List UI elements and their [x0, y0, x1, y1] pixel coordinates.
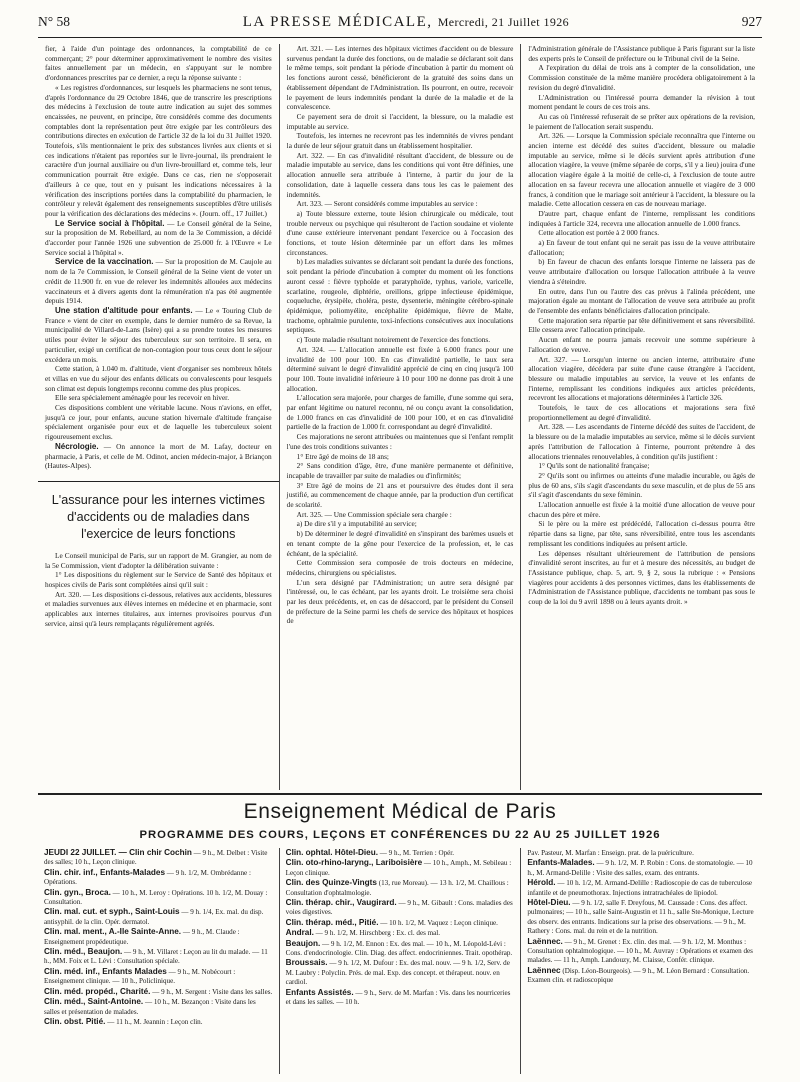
program-text: — 10 h., M. Leroy : Opérations. 10 h. 1/2, M. Douay : Consultation. — [44, 888, 268, 907]
program-entry — [286, 878, 515, 898]
paragraph: 1° Qu'ils sont de nationalité française; — [538, 461, 650, 471]
paragraph: Toutefois, les internes ne recevront pas les indemnités de vivres pendant la durée de leur séjour gratuit dans un établissement hospitalier. — [286, 131, 514, 151]
article-heading — [45, 481, 272, 543]
program-text: — 9 h. 1/2, M. Hirschberg : Ex. cl. des mal. — [313, 929, 441, 938]
program-entry — [286, 939, 515, 959]
program-clinic: Clin. chir. inf., Enfants-Malades — [44, 867, 166, 877]
page-header — [38, 14, 762, 38]
program-column-1 — [38, 848, 279, 1074]
paragraph: Art. 323. — Seront considérés comme imputables au service : — [296, 199, 478, 209]
program-text: — 9 h. 1/2, salle F. Dreyfous, M. Caussade : Cons. des affect. pulmonaires; — 10 h., salle Saint-Augustin et 11 h., salle Ste-Monique, Lecture des observ. des entrants. Indications sur la prise des observations. — 9 h., M. Rathery : Cons. mal. du rein et de la nutrition. — [527, 899, 754, 936]
program-entry — [286, 898, 515, 918]
paragraph: a) De dire s'il y a imputabilité au service; — [296, 519, 417, 529]
paragraph: 2° Qu'ils sont ou infirmes ou atteints d'une maladie incurable, ou âgés de plus de 60 ans, s'ils s'agit d'ascendants du sexe masculin, et de plus de 55 ans s'il s'agit d'ascendants du sexe féminin. — [528, 470, 756, 500]
program-text: — 9 h., M. Nobécourt : Enseignement clinique. — 10 h., Policlinique. — [44, 967, 236, 986]
program-entry — [286, 918, 515, 928]
program-clinic: Clin. gyn., Broca. — [44, 887, 111, 897]
paragraph: L'Administration ou l'intéressé pourra demander la révision à tout moment pendant le cours de ces trois ans. — [528, 92, 756, 112]
program-clinic: Clin. obst. Pitié. — [44, 1016, 106, 1026]
paragraph: Cette allocation est portée à 2 000 francs. — [538, 228, 660, 238]
issue-date: Mercredi, 21 Juillet 1926 — [437, 15, 570, 29]
program-text: — 9 h. 1/2, M. Dufour : Ex. des mal. nouv. — 9 h. 1/2, Serv. de M. Laubry : Polyclin. Prés. de mal. Exp. des concept. et thérapeut. nouv. en cardiol. — [285, 959, 510, 987]
issue-number: N° 58 — [38, 14, 71, 29]
paragraph: l'Administration générale de l'Assistance publique à Paris figurant sur la liste des experts près le Conseil de préfecture ou le Tribunal civil de la Seine. — [528, 44, 756, 63]
paragraph: Ce payement sera de droit si l'accident, la blessure, ou la maladie est imputable au service. — [286, 111, 514, 131]
paragraph: 3° Etre âgé de moins de 21 ans et poursuivre des études dont il sera justifié, au commencement de chaque année, par la production d'un certificat de scolarité. — [286, 480, 514, 510]
paragraph: Elle sera spécialement aménagée pour les recevoir en hiver. — [55, 393, 230, 403]
paragraph: A l'expiration du délai de trois ans à compter de la consolidation, une Commission constituée de la même manière procédera obligatoirement à la revision du degré d'invalidité. — [528, 63, 756, 92]
heading-rule — [38, 481, 279, 482]
program-entry — [44, 848, 273, 868]
program-text: — 10 h., Amph., M. Sebileau : Leçon clinique. — [285, 859, 512, 877]
program-clinic: Clin. méd., Beaujon. — [44, 947, 123, 957]
paragraph: D'autre part, chaque enfant de l'interne, remplissant les conditions indiquées à l'article 324, recevra une allocation annuelle de 1.000 francs. — [528, 208, 756, 228]
news-item — [45, 257, 272, 306]
paragraph: b) En faveur de chacun des enfants lorsque l'interne ne laissera pas de veuve attributaire d'allocation ou lorsque l'allocation attribuée à la veuve viendra à s'éteindre. — [528, 257, 756, 286]
section-title: Enseignement Médical de Paris — [243, 800, 557, 823]
program-entry — [527, 878, 756, 898]
program-entry — [44, 868, 273, 888]
news-text: — Le « Touring Club de France » vient de citer en exemple, dans le dernier numéro de sa Revue, la municipalité de Villard-de-Lans (Isère) qui a su prendre toutes les mesures utiles pour éviter le séjour des tuberculeux sur son territoire. Il sera, en particulier, exigé un certificat de non-contagion pour tous ceux dont le séjour excédera un mois. — [45, 305, 272, 364]
program-entry — [286, 928, 515, 938]
paragraph: Toutefois, le taux de ces allocations et majorations sera fixé proportionnellement au degré d'invalidité. — [528, 403, 756, 422]
program-entry — [44, 888, 273, 908]
program-clinic: Andral. — [285, 928, 314, 938]
paragraph: L'un sera désigné par l'Administration; un autre sera désigné par l'intéressé, ou, le cas échéant, par les ayants droit. Le troisième sera choisi par les deux précédents, et, en cas de désaccord, par le président du Conseil de préfecture de la Seine parmi les chefs de service des hôpitaux et hospices de — [286, 577, 514, 626]
program-text: — 9 h. 1/2, M. P. Robin : Cons. de stomatologie. — 10 h., M. Armand-Delille : Visite des salles, exam. des entrants. — [527, 859, 753, 877]
paragraph: Ces majorations ne seront attribuées ou maintenues que si l'enfant remplit l'une des trois conditions suivantes : — [286, 432, 514, 451]
news-item — [45, 219, 272, 258]
news-text: — Le Conseil général de la Seine, sur la proposition de M. Rebeillard, au nom de la 3e Commission, a décidé d'accorder pour l'année 1926 une subvention de 25.000 fr. à l'Œuvre « Le Service social à l'hôpital ». — [45, 218, 272, 257]
program-column-3 — [520, 848, 762, 1074]
program-text: — 9 h. 1/2, M. Ennon : Ex. des mal. — 10 h., M. Léopold-Lévi : Cons. d'endocrinologie. Clin. Diag. des affect. endocriniennes. Trait. opothérap. — [285, 939, 513, 958]
paragraph: 1° Etre âgé de moins de 18 ans; — [296, 451, 389, 461]
paragraph: Art. 326. — Lorsque la Commission spéciale reconnaîtra que l'interne ou ancien interne est décédé des suites d'accident, blessure ou maladie imputable au service, même si le décès survient après attribution d'une allocation viagère, la veuve (même séparée de corps, s'il y a lieu) jouira d'une allocation viagère égale à la moitié de celle-ci, à l'exclusion de toute autre allocation en sa faveur recevra une allocation annuelle et viagère de 3 000 francs, à condition que le mariage soit antérieur à l'accident, la blessure ou la maladie. Cette allocation cessera en cas de nouveau mariage. — [528, 131, 756, 209]
paragraph: En outre, dans l'un ou l'autre des cas prévus à l'alinéa précédent, une majoration égale au montant de l'allocation de veuve sera attribuée au profit de l'ensemble des enfants bénéficiaires d'allocation principale. — [528, 286, 756, 315]
program-clinic: Hôtel-Dieu. — [527, 898, 571, 908]
program-clinic: Clin. méd. propéd., Charité. — [44, 986, 151, 996]
program-entry — [286, 988, 515, 1008]
program-text: — 9 h., M. Villaret : Leçon au lit du malade. — 11 h., MM. Foix et L. Lévi : Consultation spéciale. — [44, 948, 268, 966]
program-text: — 9 h., M. Delbet : Visite des salles; 10 h., Leçon clinique. — [44, 849, 268, 867]
program-columns — [38, 848, 762, 1074]
program-text: — 9 h. 1/4, Ex. mal. du disp. antisyphil. de la clin. Opér. dermatol. — [44, 908, 264, 926]
program-text: — 9 h., M. Claude : Enseignement propédeutique. — [44, 928, 240, 946]
paragraph: L'allocation annuelle est fixée à la moitié d'une allocation de veuve pour chacun des père et mère. — [528, 500, 756, 519]
section-rule — [38, 793, 762, 795]
paragraph: Art. 320. — Les dispositions ci-dessous, relatives aux accidents, blessures et maladies survenues aux élèves internes en médecine et en pharmacie, sont applicables aux internes titulaires, aux internes provisoires pourvus d'un service, ainsi qu'à leurs remplaçants régulièrement agréés. — [45, 589, 272, 628]
paragraph: b) De déterminer le degré d'invalidité en s'inspirant des barèmes usuels et en tenant compte de la gêne pour l'exercice de la profession, et, le cas échéant, de la spécialité. — [286, 529, 514, 558]
program-clinic: Laënnec. — [527, 936, 563, 946]
program-column-2 — [279, 848, 521, 1074]
paragraph: a) Toute blessure externe, toute lésion chirurgicale ou médicale, tout trouble nerveux ou psychique qui résulteront de l'action soudaine et violente d'une cause extérieure intervenant pendant l'exercice ou à l'occasion des fonctions, et toute lésion déterminée par un effort dans les mêmes circonstances. — [286, 208, 514, 257]
program-clinic: Clin. des Quinze-Vingts — [285, 878, 377, 888]
paragraph: Cette station, à 1.040 m. d'altitude, vient d'organiser ses nombreux hôtels et villas en vue du séjour des enfants délicats ou convalescents pour lesquels son climat est depuis longtemps reconnu comme des plus propices. — [45, 364, 272, 393]
article-title: L'assurance pour les internes victimes d'accidents ou de maladies dans l'exercice de leurs fonctions — [51, 492, 265, 541]
paragraph: Art. 322. — En cas d'invalidité résultant d'accident, de blessure ou de maladie imputable au service, dans les conditions qui vont être définies, une allocation annuelle sera attribuée à l'interne, à partir du jour de la consolidation, date à laquelle cessera dans tous les cas le paiement des indemnités. — [286, 150, 514, 199]
paragraph: Si le père ou la mère est prédécédé, l'allocation ci-dessus pourra être répartie dans sa ligne, par tête, sans réversibilité, entre tous les ascendants remplissant les conditions indiquées au présent article. — [528, 519, 756, 548]
program-entry — [527, 937, 756, 966]
program-clinic: Enfants-Malades. — [527, 858, 595, 868]
news-title: Nécrologie. — [55, 441, 99, 451]
article-columns — [38, 44, 762, 790]
paragraph: Cette majoration sera répartie par tête définitivement et sans réversibilité. Elle cessera avec l'allocation principale. — [528, 315, 756, 335]
paragraph: b) Les maladies suivantes se déclarant soit pendant la durée des fonctions, soit pendant la période d'incubation à compter du moment où les fonctions auront cessé : fièvre typhoïde et paratyphoïde, typhus, variole, varicelle, scarlatine, rougeole, diphtérie, oreillons, grippe infectieuse épidémique, coqueluche, érysipèle, choléra, peste, dysenterie, méningite cérébro-spinale épidémique, poliomyélite, encéphalite épidémique, fièvre de Malte, trachome, ophtalmie purulente, toxi-infections consécutives aux inoculations septiques. — [286, 257, 514, 335]
paragraph: « Les registres d'ordonnances, sur lesquels les pharmaciens ne sont tenus, d'après l'ordonnance du 29 Octobre 1846, que de transcrire les prescriptions des médecins à l'exclusion de toute autre indication au sujet des sommes encaissées, ne peuvent, en principe, être considérés comme des documents comptables dont la représentation peut être exigée par les contrôleurs des contributions directes en exécution de l'article 32 de la loi du 31 Juillet 1920. Toutefois, s'ils mentionnaient le prix des substances livrées aux clients et si ces indications n'étaient pas reportées sur le livre-journal, ils prendraient le caractère d'un journal auxiliaire ou d'un livre-brouillard et, comme tels, leur communication pourrait être exigée. Dans ce cas, rien ne s'opposerait d'ailleurs à ce que, tout en y puisant les indications nécessaires à la vérification des inscriptions portées dans la comptabilité du pharmacien, le contrôleur y relevât également des renseignements susceptibles d'être utilisés pour la vérification des déclarations des médecins ». (Journ. off., 17 Juillet.) — [45, 82, 272, 218]
program-entry — [44, 907, 273, 927]
news-item — [45, 306, 272, 364]
program-clinic: Clin. thérap. méd., Pitié. — [285, 917, 379, 927]
news-text: — On annonce la mort de M. Lafay, docteur en pharmacie, à Paris, et celle de M. Odinot, ancien médecin-major, à Briançon (Hautes-Alpes). — [45, 441, 272, 471]
column-2 — [279, 44, 521, 790]
news-item — [45, 442, 272, 471]
program-entry — [286, 858, 515, 878]
paragraph: fier, à l'aide d'un pointage des ordonnances, la comptabilité de ce commerçant; 2° pour déterminer approximativement le nombre des visites faites annuellement par un médecin, en s'appuyant sur le nombre d'ordonnances prescrites par ce dernier, a reçu la réponse suivante : — [45, 44, 272, 83]
paragraph: Art. 324. — L'allocation annuelle est fixée à 6.000 francs pour une invalidité de 100 pour 100. En cas d'invalidité partielle, le taux sera déterminé suivant le degré d'invalidité apprécié de cinq en cinq jusqu'à 100 pour 100. Toute invalidité inférieure à 10 pour 100 ne donne pas droit à une allocation. — [286, 344, 514, 393]
program-entry — [527, 848, 756, 858]
news-text: — Sur la proposition de M. Caujole au nom de la 7e Commission, le Conseil général de la Seine vient de voter un crédit de 11.900 fr. en vue de relever les indemnités allouées aux médecins vaccinateurs et à divers agents dont la rémunération n'a pas été augmentée depuis 1914. — [45, 257, 272, 306]
paragraph: a) En faveur de tout enfant qui ne serait pas issu de la veuve attributaire d'allocation; — [528, 238, 756, 257]
program-text: (13, rue Moreau). — 13 h. 1/2, M. Chaillous : Consultation d'ophtalmologie. — [285, 879, 509, 897]
program-entry — [44, 947, 273, 967]
program-text: — 9 h., Serv. de M. Marfan : Vis. dans les nourriceries et dans les salles. — 10 h. — [285, 988, 511, 1007]
program-clinic: Clin. oto-rhino-laryng., Lariboisière — [285, 858, 423, 868]
program-entry — [44, 927, 273, 947]
program-entry — [44, 997, 273, 1017]
paragraph: Art. 328. — Les ascendants de l'interne décédé des suites de l'accident, de la blessure ou de la maladie imputables au service, même si le décès survient après l'attribution de l'allocation à l'interne, pourront prétendre à des allocations triennales renouvelables, à condition qu'ils justifient : — [528, 422, 756, 461]
program-clinic: Enfants Assistés. — [285, 987, 354, 997]
paragraph: Les dépenses résultant ultérieurement de l'attribution de pensions d'invalidité seront inscrites, au fur et à mesure des nécessités, au budget de l'Assistance publique, chap. 5, art. 9, § 2, sous la rubrique : « Pensions viagères pour accidents à des personnes victimes, dans les établissements de l'Administration de l'Assistance publique, d'accidents ne tombant pas sous le coup de la loi du 9 avril 1898 ou à leurs ayants droit. » — [528, 548, 756, 607]
program-clinic: Clin. mal. ment., A.-Ile Sainte-Anne. — [44, 927, 182, 937]
program-entry — [44, 1017, 273, 1027]
program-clinic: Clin. ophtal. Hôtel-Dieu. — [285, 848, 379, 857]
paragraph: Cette Commission sera composée de trois docteurs en médecine, médecins, chirurgiens ou spécialistes. — [286, 558, 514, 577]
program-text: — 9 h., M. Grenet : Ex. clin. des mal. — 9 h. 1/2, M. Monthus : Consultation ophtalmologique. — 10 h., M. Auvray : Opérations et examen des malades. — 11 h., Amph. Landouzy, M. Claisse, Confér. clinique. — [527, 937, 753, 965]
program-text: — 11 h., M. Jeannin : Leçon clin. — [105, 1017, 203, 1026]
program-clinic: Clin. méd., Saint-Antoine. — [44, 997, 144, 1007]
program-clinic: Clin. thérap. chir., Vaugirard. — [285, 898, 397, 908]
paragraph: Le Conseil municipal de Paris, sur un rapport de M. Grangier, au nom de la 5e Commission, vient d'adopter la délibération suivante : — [45, 550, 272, 570]
news-title: Le Service social à l'hôpital. — [55, 218, 165, 228]
program-clinic: Laënnec — [527, 965, 561, 975]
program-text: (Disp. Léon-Bourgeois). — 9 h., M. Léon Bernard : Consultation. Examen clin. et radioscopique — [527, 966, 750, 985]
program-text: — 9 h. 1/2, M. Ombrédanne : Opérations. — [44, 868, 251, 887]
program-clinic: Beaujon. — [285, 938, 321, 948]
program-text: — 9 h., M. Terrien : Opér. — [378, 849, 455, 857]
program-clinic: Clin. mal. cut. et syph., Saint-Louis — [44, 907, 180, 917]
paragraph: Art. 325. — Une Commission spéciale sera chargée : — [296, 509, 452, 519]
journal-title — [243, 14, 569, 31]
program-entry — [286, 848, 515, 858]
program-clinic: Hérold. — [527, 878, 556, 888]
program-entry — [44, 987, 273, 997]
paragraph: Art. 321. — Les internes des hôpitaux victimes d'accident ou de blessure survenus pendant la durée des fonctions, ou de maladie se déclarant soit dans le même temps, soit pendant la période d'incubation à partir du moment où les fonctions auront cessé, bénéficieront de la gratuité des soins dans un établissement dépendant de l'Administration. Ils pourront, en outre, recevoir le payement de leurs indemnités pendant la durée de la maladie et de la convalescence. — [286, 44, 514, 112]
program-text: — 10 h., M. Bezançon : Visite dans les salles et présentation de malades. — [44, 998, 256, 1016]
journal-name: LA PRESSE MÉDICALE, — [242, 14, 433, 30]
paragraph: Aucun enfant ne pourra jamais recevoir une somme supérieure à l'allocation de veuve. — [528, 335, 756, 354]
paragraph: Art. 327. — Lorsqu'un interne ou ancien interne, attributaire d'une allocation viagère, décédera par suite d'une cause étrangère à l'accident, blessure ou maladie imputables au service, la veuve et les enfants de l'interne, remplissant les conditions indiquées aux articles précédents, recevront les allocations et majorations déterminées à l'article 326. — [528, 354, 756, 403]
news-title: Une station d'altitude pour enfants. — [55, 305, 193, 315]
program-text: — 9 h., M. Sergent : Visite dans les salles. — [150, 987, 273, 996]
program-entry — [44, 967, 273, 987]
column-3 — [520, 44, 762, 790]
page-number: 927 — [741, 14, 762, 29]
program-entry — [527, 898, 756, 937]
program-entry — [286, 958, 515, 987]
column-1 — [38, 44, 279, 790]
news-title: Service de la vaccination. — [55, 257, 154, 267]
program-text: — 9 h., M. Gibault : Cons. maladies des voies digestives. — [285, 899, 513, 917]
paragraph: L'allocation sera majorée, pour charges de famille, d'une somme qui sera, par enfant légitime ou naturel reconnu, né ou conçu avant la consolidation, de 1.000 francs en cas d'invalidité de 100 pour 100, et en cas d'invalidité partielle de la fraction de 1.000 fr. correspondant au degré d'invalidité. — [286, 393, 514, 432]
paragraph: Ces dispositions comblent une véritable lacune. Nous n'avions, en effet, jusqu'à ce jour, pour enfants, aucune station hivernale d'altitude française spécialement organisée pour eux et de laquelle les tuberculeux soient rigoureusement exclus. — [45, 403, 272, 442]
program-text: Pav. Pasteur, M. Marfan : Enseign. prat. de la puériculture. — [527, 849, 694, 857]
program-entry — [527, 858, 756, 878]
section-subtitle: PROGRAMME DES COURS, LEÇONS ET CONFÉRENCES DU 22 AU 25 JUILLET 1926 — [139, 829, 661, 841]
paragraph: c) Toute maladie résultant notoirement de l'exercice des fonctions. — [296, 335, 491, 345]
header-rule — [38, 37, 762, 38]
paragraph: 2° Sans condition d'âge, être, d'une manière permanente et définitive, incapable de travailler par suite de maladies ou d'infirmités; — [286, 461, 514, 480]
program-clinic: Clin. méd. inf., Enfants Malades — [44, 966, 167, 976]
paragraph: Au cas où l'intéressé refuserait de se prêter aux opérations de la revision, le paiement de l'allocation serait suspendu. — [528, 111, 756, 131]
program-clinic: JEUDI 22 JUILLET. — Clin chir Cochin — [44, 848, 192, 857]
program-entry — [527, 966, 756, 986]
paragraph: 1° Les dispositions du règlement sur le Service de Santé des hôpitaux et hospices civils de Paris sont complétées ainsi qu'il suit : — [45, 570, 272, 590]
program-text: — 10 h. 1/2, M. Vaquez : Leçon clinique. — [378, 918, 498, 927]
program-clinic: Broussais. — [285, 958, 328, 968]
program-text: — 10 h. 1/2, M. Armand-Delille : Radioscopie de cas de tuberculose infantile et de pneumothorax. Injections intratrachéales de lipiodol. — [527, 879, 752, 897]
